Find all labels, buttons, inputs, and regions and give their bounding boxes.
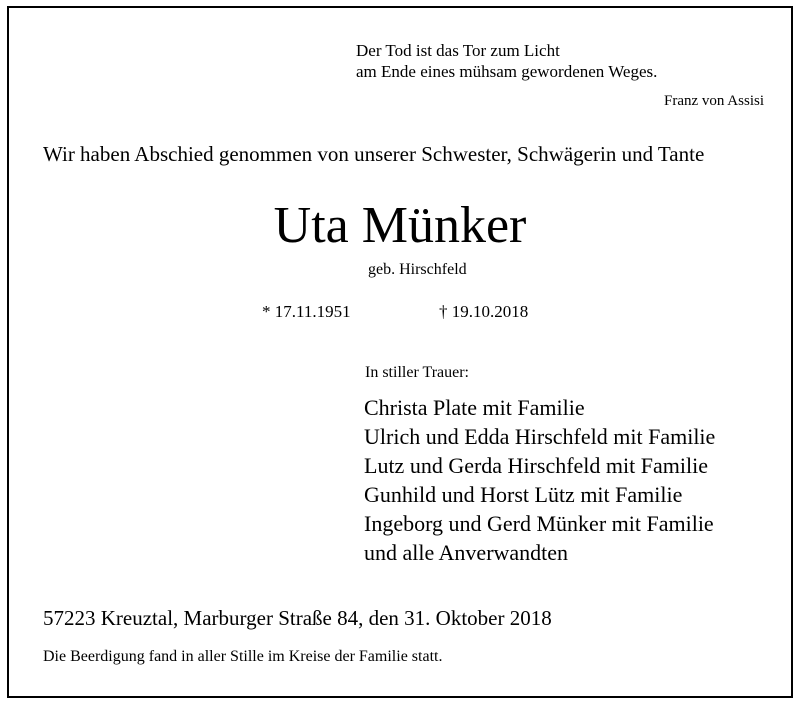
death-date: † 19.10.2018 xyxy=(439,302,529,321)
mourner-entry: Ingeborg und Gerd Münker mit Familie xyxy=(364,511,714,536)
birth-date: * 17.11.1951 xyxy=(262,302,351,321)
address-line: 57223 Kreuztal, Marburger Straße 84, den 31. Oktober 2018 xyxy=(43,606,552,630)
mourner-entry: Lutz und Gerda Hirschfeld mit Familie xyxy=(364,453,708,478)
quote xyxy=(356,40,657,82)
mourner-entry: Christa Plate mit Familie xyxy=(364,395,585,420)
mourning-label: In stiller Trauer: xyxy=(365,364,469,381)
mourner-entry: und alle Anverwandten xyxy=(364,540,569,565)
quote-line: Der Tod ist das Tor zum Licht xyxy=(356,41,560,60)
mourner-entry: Ulrich und Edda Hirschfeld mit Familie xyxy=(364,424,716,449)
quote-line: am Ende eines mühsam gewordenen Weges. xyxy=(356,62,658,81)
intro-text: Wir haben Abschied genommen von unserer Schwester, Schwägerin und Tante xyxy=(43,142,705,166)
deceased-name: Uta Münker xyxy=(273,197,527,254)
birth-name: geb. Hirschfeld xyxy=(368,261,467,278)
funeral-note: Die Beerdigung fand in aller Stille im Kreise der Familie statt. xyxy=(43,648,443,665)
mourner-entry: Gunhild und Horst Lütz mit Familie xyxy=(364,482,683,507)
quote-author: Franz von Assisi xyxy=(663,93,764,109)
mourners-list xyxy=(364,393,715,567)
